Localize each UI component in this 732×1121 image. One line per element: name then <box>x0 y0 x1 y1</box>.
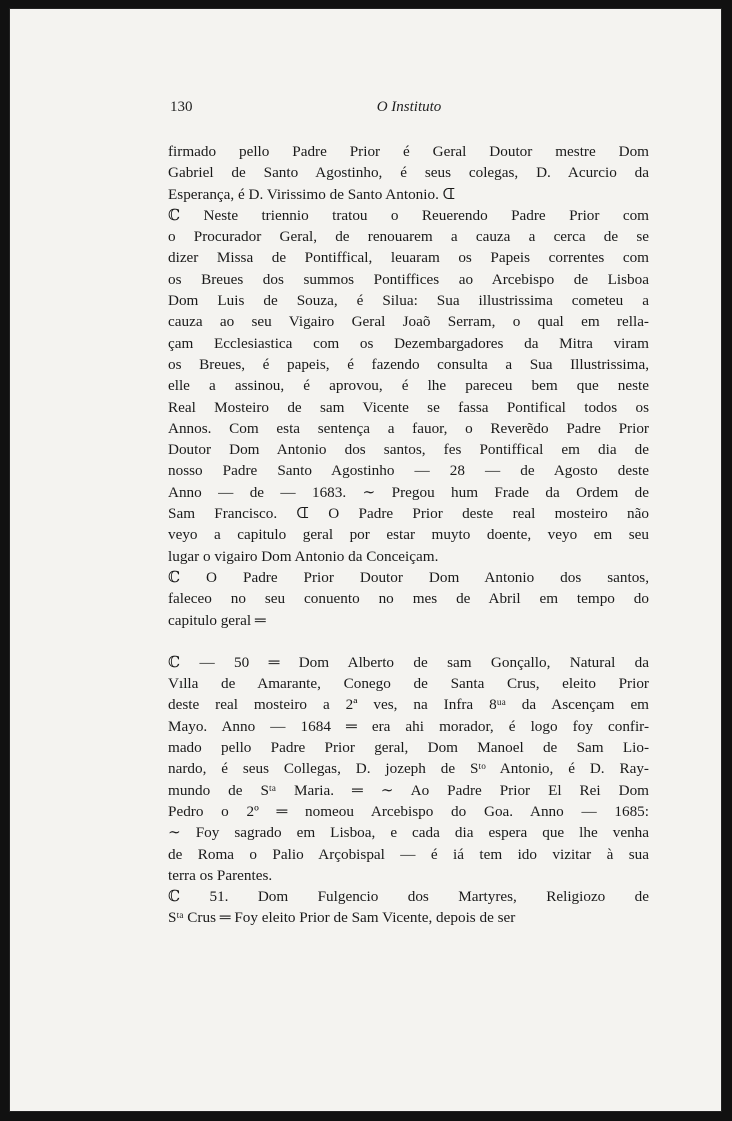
text-line: Sᵗᵃ Crus ═ Foy eleito Prior de Sam Vicente, depois de ser <box>168 909 516 927</box>
paragraph-gap <box>168 631 649 652</box>
text-line: ℂ O Padre Prior Doutor Dom Antonio dos santos, <box>168 568 649 586</box>
text-line: firmado pello Padre Prior é Geral Doutor mestre Dom <box>168 143 649 160</box>
text-line: Sam Francisco. ᗭ O Padre Prior deste real mosteiro não <box>168 505 649 523</box>
text-line: cauza ao seu Vigairo Geral Joaõ Serram, o qual em rella- <box>168 313 649 331</box>
text-line: çam Ecclesiastica com os Dezembargadores da Mitra viram <box>168 334 649 352</box>
text-line: ℂ Neste triennio tratou o Reuerendo Padre Prior com <box>168 206 649 224</box>
text-line: de Roma o Palio Arçobispal — é iá tem ido vizitar à sua <box>168 845 649 863</box>
page-number: 130 <box>170 99 193 115</box>
text-line: Mayo. Anno — 1684 ═ era ahi morador, é logo foy confir- <box>168 717 649 735</box>
text-line: ∼ Foy sagrado em Lisboa, e cada dia espera que lhe venha <box>168 824 649 842</box>
text-line: elle a assinou, é aprovou, é lhe pareceu bem que neste <box>168 377 649 395</box>
text-line: Real Mosteiro de sam Vicente se fassa Pontifical todos os <box>168 398 649 416</box>
text-line: mundo de Sᵗᵃ Maria. ═ ∼ Ao Padre Prior El Rei Dom <box>168 781 649 799</box>
text-line: deste real mosteiro a 2ª ves, na Infra 8ᵘᵃ da Ascençam em <box>168 696 649 714</box>
text-line: os Breues, é papeis, é fazendo consulta a Sua Illustrissima, <box>168 355 649 373</box>
text-line: nardo, é seus Collegas, D. jozeph de Sᵗᵒ Antonio, é D. Ray- <box>168 760 649 778</box>
text-line: Doutor Dom Antonio dos santos, fes Pontiffical em dia de <box>168 441 649 459</box>
text-line: capitulo geral ═ <box>168 611 266 629</box>
text-line: nosso Padre Santo Agostinho — 28 — de Agosto deste <box>168 462 649 480</box>
text-line: os Breues dos summos Pontiffices ao Arcebispo de Lisboa <box>168 270 649 288</box>
text-line: ℂ — 50 ═ Dom Alberto de sam Gonçallo, Natural da <box>168 653 649 671</box>
text-line: terra os Parentes. <box>168 866 273 884</box>
text-line: lugar o vigairo Dom Antonio da Conceiçam. <box>168 547 439 565</box>
text-line: dizer Missa de Pontiffical, leuaram os Papeis correntes com <box>168 249 649 267</box>
text-line: Vılla de Amarante, Conego de Santa Crus, eleito Prior <box>168 675 649 693</box>
running-title: O Instituto <box>376 99 442 115</box>
text-line: Esperança, é D. Virissimo de Santo Antonio. ᗭ <box>168 185 456 203</box>
text-line: Dom Luis de Souza, é Silua: Sua illustrissima cometeu a <box>168 292 649 310</box>
text-line: o Procurador Geral, de renouarem a cauza a cerca de se <box>168 228 649 246</box>
text-line: mado pello Padre Prior geral, Dom Manoel de Sam Lio- <box>168 739 649 757</box>
text-line: veyo a capitulo geral por estar muyto doente, veyo em seu <box>168 526 649 544</box>
page-header <box>170 99 648 121</box>
text-line: Pedro o 2º ═ nomeou Arcebispo do Goa. Anno — 1685: <box>168 802 649 820</box>
text-line: Annos. Com esta sentença a fauor, o Reverẽdo Padre Prior <box>168 419 649 437</box>
text-line: Gabriel de Santo Agostinho, é seus colegas, D. Acurcio da <box>168 164 649 182</box>
body-text <box>168 141 649 929</box>
text-line: faleceo no seu conuento no mes de Abril em tempo do <box>168 590 649 608</box>
text-line: ℂ 51. Dom Fulgencio dos Martyres, Religiozo de <box>168 888 649 906</box>
book-page <box>9 8 722 1112</box>
text-line: Anno — de — 1683. ∼ Pregou hum Frade da Ordem de <box>168 483 649 501</box>
